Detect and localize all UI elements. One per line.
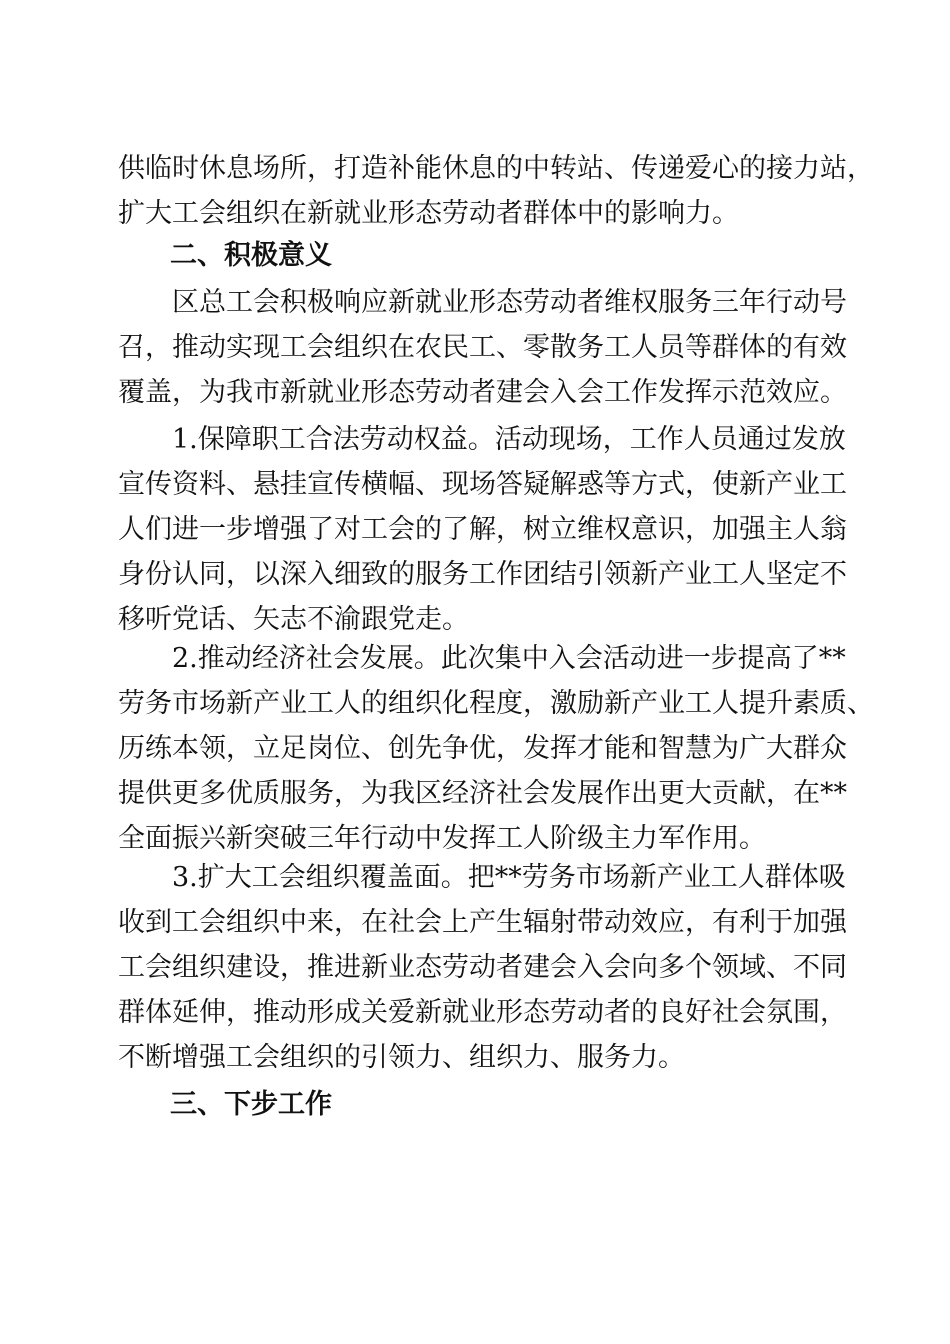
paragraph-line: 供临时休息场所，打造补能休息的中转站、传递爱心的接力站， — [118, 153, 874, 184]
paragraph-line: 覆盖，为我市新就业形态劳动者建会入会工作发挥示范效应。 — [118, 377, 847, 408]
paragraph-line: 扩大工会组织在新就业形态劳动者群体中的影响力。 — [118, 198, 739, 229]
point-2-paragraph — [118, 636, 874, 861]
paragraph-line: 工会组织建设，推进新业态劳动者建会入会向多个领域、不同 — [118, 952, 847, 983]
section-heading-next-steps: 三、下步工作 — [170, 1089, 332, 1120]
point-1-paragraph — [118, 417, 847, 642]
section-heading-significance: 二、积极意义 — [170, 240, 332, 271]
opening-paragraph — [118, 146, 874, 236]
paragraph-line: 召，推动实现工会组织在农民工、零散务工人员等群体的有效 — [118, 332, 847, 363]
paragraph-line: 宣传资料、悬挂宣传横幅、现场答疑解惑等方式，使新产业工 — [118, 469, 847, 500]
paragraph-line: 收到工会组织中来，在社会上产生辐射带动效应，有利于加强 — [118, 907, 847, 938]
paragraph-line: 1.保障职工合法劳动权益。活动现场，工作人员通过发放 — [118, 424, 846, 455]
point-3-paragraph — [118, 855, 847, 1080]
paragraph-line: 移听党话、矢志不渝跟党走。 — [118, 604, 469, 635]
paragraph-line: 提供更多优质服务，为我区经济社会发展作出更大贡献，在** — [118, 778, 847, 809]
paragraph-line: 2.推动经济社会发展。此次集中入会活动进一步提高了** — [118, 643, 846, 674]
paragraph-line: 身份认同，以深入细致的服务工作团结引领新产业工人坚定不 — [118, 559, 847, 590]
paragraph-line: 人们进一步增强了对工会的了解，树立维权意识，加强主人翁 — [118, 514, 847, 545]
paragraph-line: 群体延伸，推动形成关爱新就业形态劳动者的良好社会氛围， — [118, 997, 847, 1028]
paragraph-line: 区总工会积极响应新就业形态劳动者维权服务三年行动号 — [118, 287, 847, 318]
paragraph-line: 全面振兴新突破三年行动中发挥工人阶级主力军作用。 — [118, 823, 766, 854]
paragraph-line: 3.扩大工会组织覆盖面。把**劳务市场新产业工人群体吸 — [118, 862, 846, 893]
paragraph-line: 不断增强工会组织的引领力、组织力、服务力。 — [118, 1042, 685, 1073]
significance-intro-paragraph — [118, 280, 847, 415]
paragraph-line: 劳务市场新产业工人的组织化程度，激励新产业工人提升素质、 — [118, 688, 874, 719]
paragraph-line: 历练本领，立足岗位、创先争优，发挥才能和智慧为广大群众 — [118, 733, 847, 764]
